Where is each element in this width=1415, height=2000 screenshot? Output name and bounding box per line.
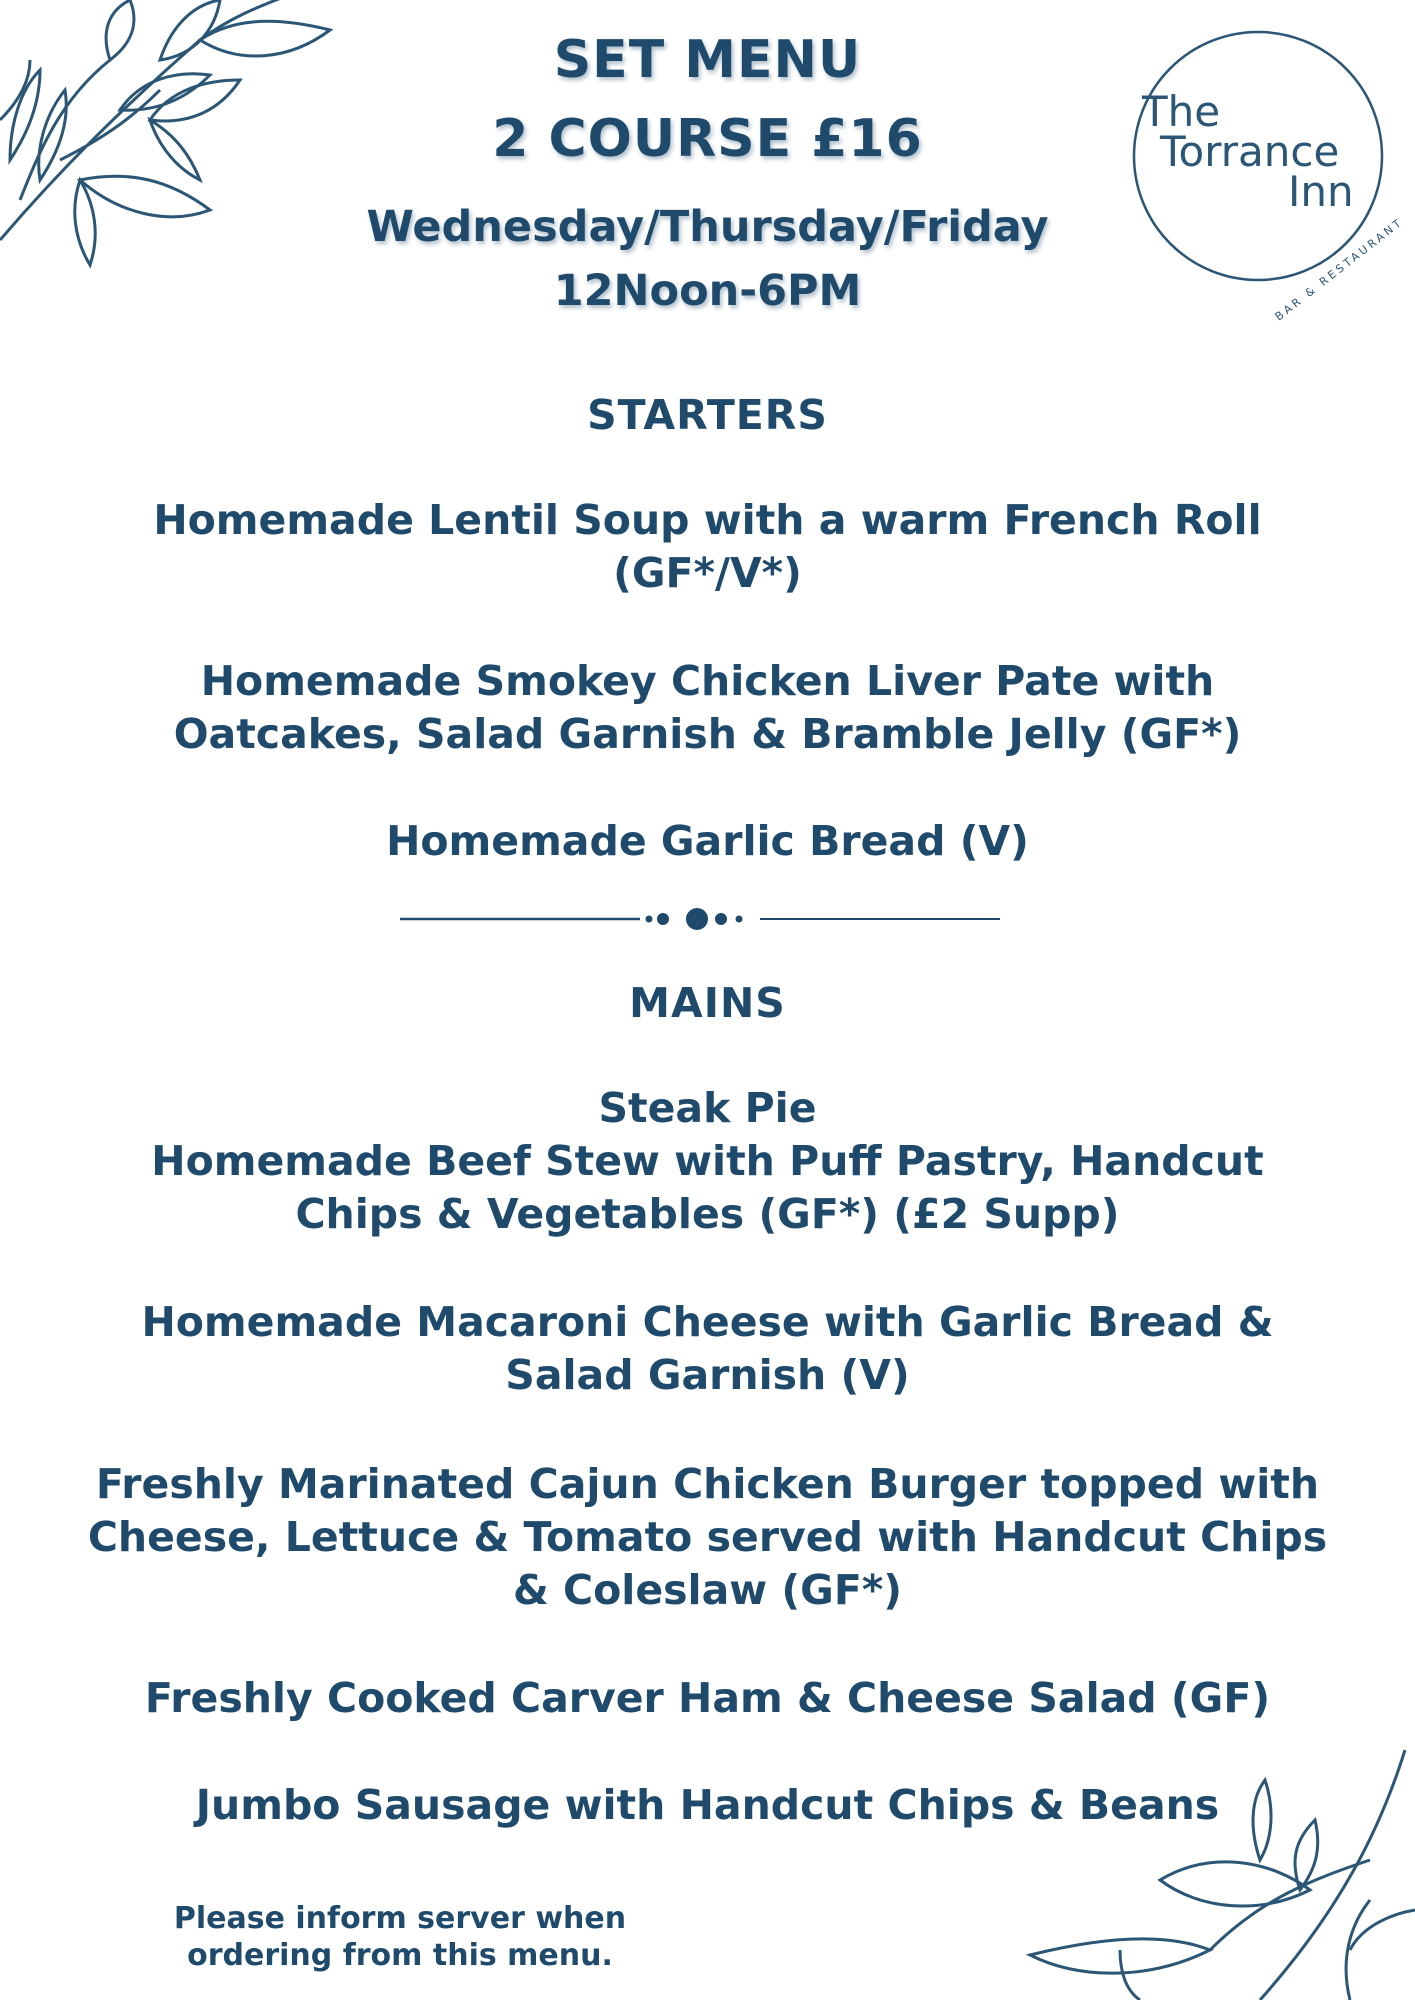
starter-item-line: Oatcakes, Salad Garnish & Bramble Jelly (GF*) (173, 710, 1242, 758)
starter-item-line: Homemade Lentil Soup with a warm French Roll (153, 496, 1262, 544)
main-item-line: Salad Garnish (V) (505, 1351, 910, 1399)
main-item-line: Freshly Marinated Cajun Chicken Burger topped with (95, 1460, 1320, 1508)
main-item-line: Homemade Beef Stew with Puff Pastry, Handcut (151, 1137, 1264, 1185)
starter-item-line: Homemade Garlic Bread (V) (386, 817, 1029, 865)
main-item-line: Steak Pie (598, 1084, 817, 1132)
starter-item-line: Homemade Smokey Chicken Liver Pate with (200, 657, 1215, 705)
main-item-line: & Coleslaw (GF*) (513, 1566, 902, 1614)
main-item-line: Homemade Macaroni Cheese with Garlic Bread & (141, 1298, 1274, 1346)
starter-item (0, 655, 1415, 761)
main-item (0, 1296, 1415, 1402)
logo-line-3: Inn (1288, 167, 1354, 216)
menu-title: SET MENU (553, 30, 862, 90)
starter-item-line: (GF*/V*) (613, 549, 802, 597)
footer-note-line: ordering from this menu. (187, 1938, 613, 1973)
logo-line-1: The (1142, 87, 1221, 136)
logo-line-2: Torrance (1160, 127, 1340, 176)
main-item-line: Chips & Vegetables (GF*) (£2 Supp) (295, 1190, 1120, 1238)
ornamental-divider (400, 904, 1000, 934)
footer-note-line: Please inform server when (173, 1901, 627, 1936)
main-item-line: Freshly Cooked Carver Ham & Cheese Salad (GF) (144, 1674, 1271, 1722)
main-item (0, 1458, 1415, 1617)
main-item-line: Jumbo Sausage with Handcut Chips & Beans (195, 1781, 1220, 1829)
menu-price: 2 COURSE £16 (492, 109, 923, 169)
starter-item (0, 494, 1415, 600)
menu-hours: 12Noon-6PM (553, 266, 862, 316)
logo-tagline: BAR & RESTAURANT (1272, 215, 1406, 324)
mains-heading: MAINS (629, 979, 786, 1027)
starter-item (0, 815, 1415, 868)
main-item (0, 1082, 1415, 1241)
starters-heading: STARTERS (587, 391, 828, 439)
footer-note (140, 1900, 660, 1974)
main-item (0, 1779, 1415, 1832)
main-item (0, 1672, 1415, 1725)
menu-days: Wednesday/Thursday/Friday (366, 202, 1049, 252)
main-item-line: Cheese, Lettuce & Tomato served with Handcut Chips (87, 1513, 1328, 1561)
